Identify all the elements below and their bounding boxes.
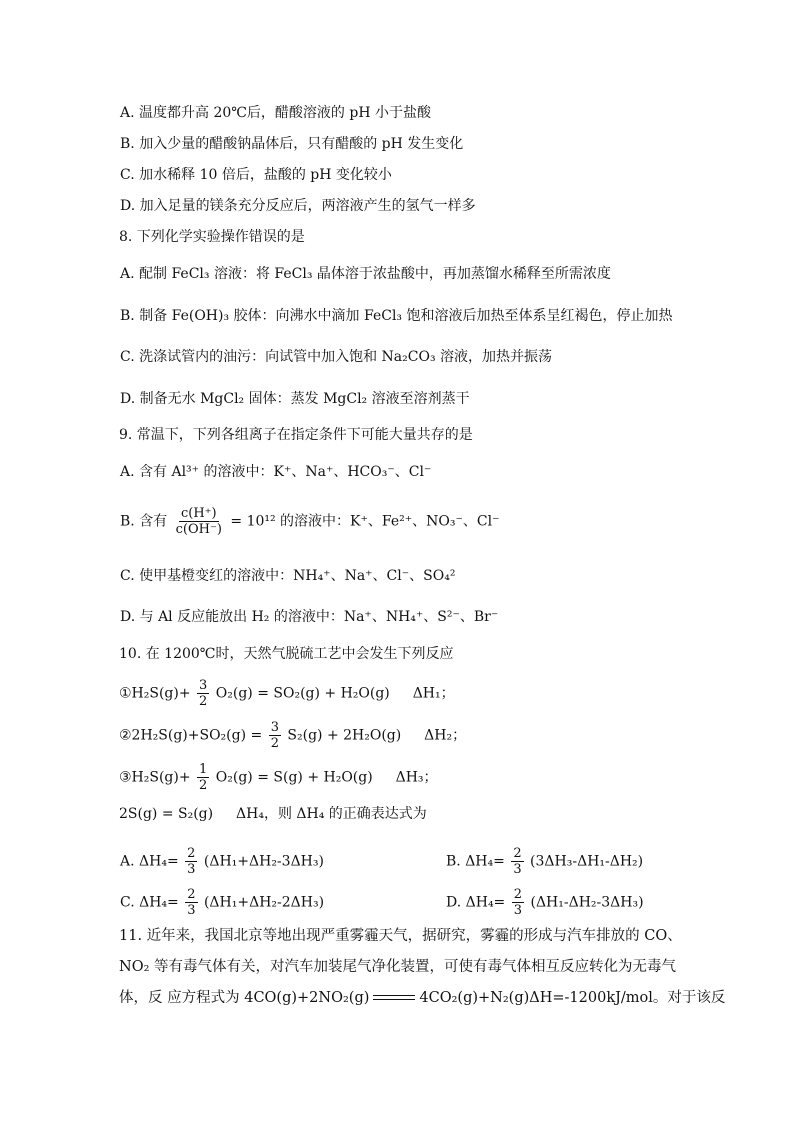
q9-option-d: D. 与 Al 反应能放出 H₂ 的溶液中：Na⁺、NH₄⁺、S²⁻、Br⁻ [120, 609, 499, 625]
q7-option-a: A. 温度都升高 20℃后，醋酸溶液的 pH 小于盐酸 [120, 105, 432, 121]
reaction-1-right: O₂(g) = SO₂(g) + H₂O(g) [215, 685, 390, 702]
q8-option-c: C. 洗涤试管内的油污：向试管中加入饱和 Na₂CO₃ 溶液，加热并振荡 [120, 349, 553, 365]
q11-line-3 [119, 988, 725, 1008]
reaction-3-fraction [197, 762, 209, 793]
option-d-expression: (ΔH₁-ΔH₂-3ΔH₃) [530, 894, 644, 911]
reaction-3-right: O₂(g) = S(g) + H₂O(g) [215, 769, 373, 786]
reaction-1-enthalpy: ΔH₁； [412, 685, 455, 702]
option-d-prefix: D. ΔH₄= [446, 894, 506, 911]
q9-option-b-prefix: B. 含有 [120, 513, 168, 530]
option-a-expression: (ΔH₁+ΔH₂-3ΔH₃) [203, 853, 324, 870]
option-b-fraction [511, 846, 523, 877]
q9-option-a: A. 含有 Al³⁺ 的溶液中：K⁺、Na⁺、HCO₃⁻、Cl⁻ [120, 464, 432, 480]
q8-option-d: D. 制备无水 MgCl₂ 固体：蒸发 MgCl₂ 溶液至溶剂蒸干 [120, 391, 470, 407]
fraction-numerator: 3 [270, 720, 279, 735]
equilibrium-arrow-icon [373, 994, 415, 1002]
fraction-numerator: 3 [199, 678, 208, 693]
q11-line-3-left: 体，反 应方程式为 4CO(g)+2NO₂(g) [119, 990, 370, 1006]
q9-option-c: C. 使甲基橙变红的溶液中：NH₄⁺、Na⁺、Cl⁻、SO₄² [120, 568, 456, 584]
fraction-denominator: c(OH⁻) [175, 522, 222, 537]
q9-option-b [120, 506, 499, 537]
reaction-3-enthalpy: ΔH₃； [395, 769, 438, 786]
fraction-denominator: 3 [187, 862, 196, 877]
q10-option-a [120, 846, 324, 877]
q11-line-3-right: 4CO₂(g)+N₂(g)ΔH=-1200kJ/mol。对于该反 [419, 990, 726, 1006]
q9-stem: 9. 常温下，下列各组离子在指定条件下可能大量共存的是 [119, 427, 473, 443]
q10-reaction-2 [119, 720, 466, 751]
q10-stem: 10. 在 1200℃时，天然气脱硫工艺中会发生下列反应 [119, 646, 454, 662]
reaction-4-equation: 2S(g) = S₂(g) [119, 806, 214, 822]
fraction-denominator: 3 [187, 903, 196, 918]
option-a-prefix: A. ΔH₄= [120, 853, 179, 870]
fraction-numerator: c(H⁺) [180, 506, 217, 521]
q11-line-2: NO₂ 等有毒气体有关，对汽车加装尾气净化装置，可使有毒气体相互反应转化为无毒气 [119, 959, 676, 975]
q10-reaction-3 [119, 762, 438, 793]
fraction-numerator: 2 [187, 887, 196, 902]
q8-stem: 8. 下列化学实验操作错误的是 [119, 229, 305, 245]
q8-option-b: B. 制备 Fe(OH)₃ 胶体：向沸水中滴加 FeCl₃ 饱和溶液后加热至体系呈红褐色，停止加热 [120, 308, 673, 324]
q7-option-d: D. 加入足量的镁条充分反应后，两溶液产生的氢气一样多 [120, 198, 476, 214]
reaction-2-left: ②2H₂S(g)+SO₂(g) = [119, 727, 263, 744]
fraction-denominator: 3 [513, 903, 523, 918]
q7-option-b: B. 加入少量的醋酸钠晶体后，只有醋酸的 pH 发生变化 [120, 136, 464, 152]
fraction-denominator: 2 [199, 778, 208, 793]
fraction-numerator: 2 [187, 846, 196, 861]
fraction-denominator: 2 [199, 694, 208, 709]
option-a-fraction [185, 846, 197, 877]
option-c-fraction [185, 887, 197, 918]
q10-reaction-1 [119, 678, 455, 709]
q8-option-a: A. 配制 FeCl₃ 溶液：将 FeCl₃ 晶体溶于浓盐酸中，再加蒸馏水稀释至所需浓度 [120, 266, 611, 282]
fraction-denominator: 3 [513, 862, 522, 877]
q10-option-d [446, 887, 644, 918]
q7-option-c: C. 加水稀释 10 倍后，盐酸的 pH 变化较小 [120, 167, 392, 183]
reaction-2-right: S₂(g) + 2H₂O(g) [287, 727, 402, 744]
q10-option-b [446, 846, 643, 877]
option-c-prefix: C. ΔH₄= [120, 894, 179, 911]
fraction-numerator: 1 [199, 762, 208, 777]
reaction-2-fraction [269, 720, 281, 751]
option-c-expression: (ΔH₁+ΔH₂-2ΔH₃) [203, 894, 325, 911]
reaction-3-left: ③H₂S(g)+ [119, 769, 191, 786]
q10-reaction-4 [119, 804, 427, 824]
option-d-fraction [512, 887, 524, 918]
fraction-numerator: 2 [513, 887, 523, 902]
fraction-denominator: 2 [270, 736, 279, 751]
reaction-4-question: ΔH₄，则 ΔH₄ 的正确表达式为 [236, 806, 427, 822]
q9-option-b-suffix: = 10¹² 的溶液中：K⁺、Fe²⁺、NO₃⁻、Cl⁻ [230, 513, 500, 530]
q11-line-1: 11. 近年来，我国北京等地出现严重雾霾天气，据研究，雾霾的形成与汽车排放的 CO、 [119, 928, 682, 944]
q9-option-b-fraction [174, 506, 224, 537]
reaction-1-left: ①H₂S(g)+ [119, 685, 191, 702]
option-b-prefix: B. ΔH₄= [446, 853, 505, 870]
option-b-expression: (3ΔH₃-ΔH₁-ΔH₂) [530, 853, 644, 870]
reaction-1-fraction [197, 678, 209, 709]
fraction-numerator: 2 [513, 846, 522, 861]
q10-option-c [120, 887, 324, 918]
reaction-2-enthalpy: ΔH₂； [424, 727, 467, 744]
